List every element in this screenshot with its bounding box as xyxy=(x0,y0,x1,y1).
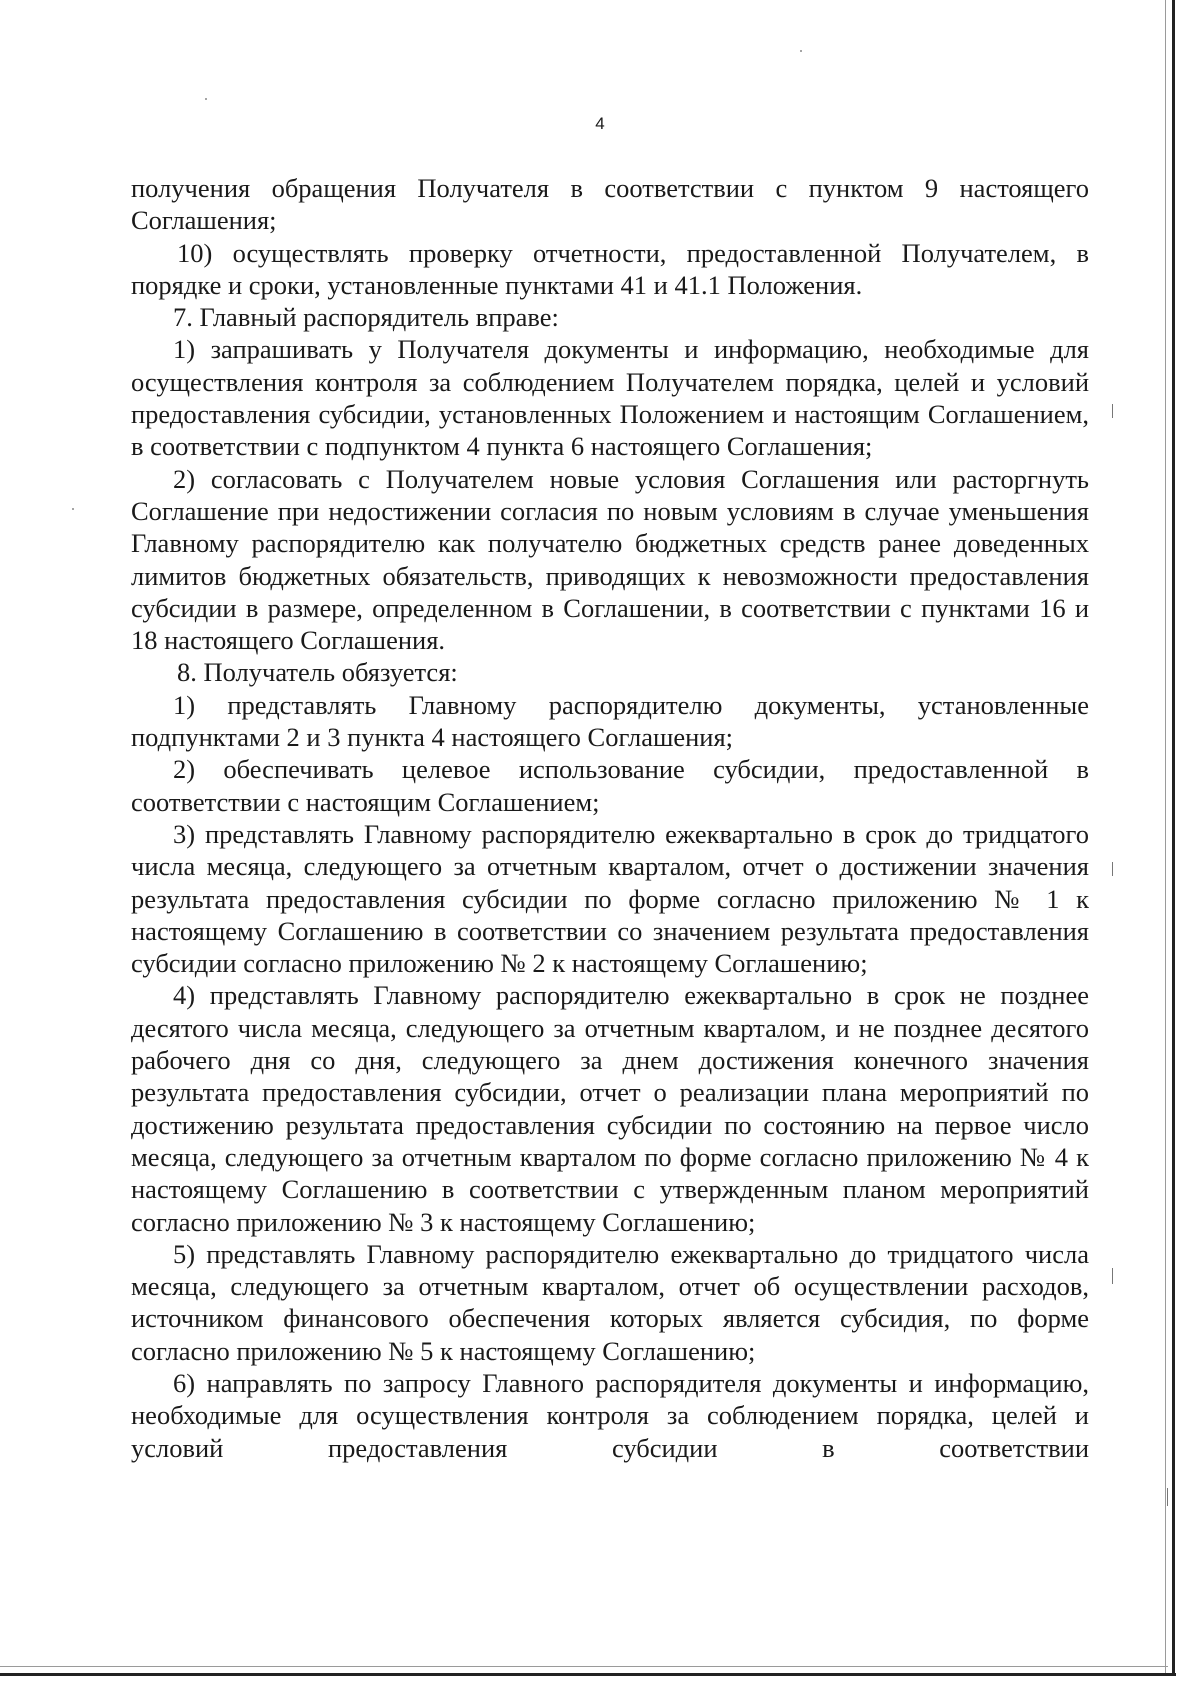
page-edge-inner xyxy=(1165,0,1166,1676)
paragraph: 5) представлять Главному распорядителю ежеквартально до тридцатого числа месяца, следующего за отчетным кварталом, отчет об осуществлении расходов, источником финансового обеспечения которых является субсидия, по форме согласно приложению № 5 к настоящему Соглашению; xyxy=(131,1238,1089,1366)
paragraph: 6) направлять по запросу Главного распорядителя документы и информацию, необходимые для осуществления контроля за соблюдением порядка, целей и условий предоставления субсидии в соответствии xyxy=(131,1367,1089,1463)
scan-mark xyxy=(1167,1488,1168,1506)
paragraph: 2) обеспечивать целевое использование субсидии, предоставленной в соответствии с настоящим Соглашением; xyxy=(131,754,1089,817)
paragraph: 2) согласовать с Получателем новые условия Соглашения или расторгнуть Соглашение при недостижении согласия по новым условиям в случае уменьшения Главному распорядителю как получателю бюджетных средств ранее доведенных лимитов бюджетных обязательств, приводящих к невозможности предоставления субсидии в размере, определенном в Соглашении, в соответствии с пунктами 16 и 18 настоящего Соглашения. xyxy=(131,463,1089,656)
paragraph: 4) представлять Главному распорядителю ежеквартально в срок не позднее десятого числа месяца, следующего за отчетным кварталом, и не позднее десятого рабочего дня со дня, следующего за днем достижения конечного значения результата предоставления субсидии, отчет о реализации плана мероприятий по достижению результата предоставления субсидии по состоянию на первое число месяца, следующего за отчетным кварталом по форме согласно приложению № 4 к настоящему Соглашению в соответствии с утвержденным планом мероприятий согласно приложению № 3 к настоящему Соглашению; xyxy=(131,980,1089,1237)
scan-speck xyxy=(800,50,802,52)
document-body xyxy=(131,172,1089,1464)
paragraph: 1) представлять Главному распорядителю документы, установленные подпунктами 2 и 3 пункта 4 настоящего Соглашения; xyxy=(131,689,1089,753)
page-edge-bottom-inner xyxy=(0,1666,1168,1667)
page-edge-bottom xyxy=(0,1673,1176,1676)
scan-speck xyxy=(72,508,74,510)
scan-speck xyxy=(205,98,207,100)
paragraph: 10) осуществлять проверку отчетности, предоставленной Получателем, в порядке и сроки, установленные пунктами 41 и 41.1 Положения. xyxy=(131,237,1089,300)
page-edge-right xyxy=(1172,0,1175,1676)
paragraph: 8. Получатель обязуется: xyxy=(177,657,458,688)
paragraph: получения обращения Получателя в соответствии с пунктом 9 настоящего Соглашения; xyxy=(131,173,1089,236)
paragraph: 7. Главный распорядитель вправе: xyxy=(173,302,559,333)
scan-mark xyxy=(1112,404,1113,418)
scan-mark xyxy=(1112,862,1113,876)
scan-mark xyxy=(1112,1268,1113,1284)
page-number: 4 xyxy=(595,114,605,133)
paragraph: 1) запрашивать у Получателя документы и информацию, необходимые для осуществления контроля за соблюдением Получателем порядка, целей и условий предоставления субсидии, установленных Положением и настоящим Соглашением, в соответствии с подпунктом 4 пункта 6 настоящего Соглашения; xyxy=(131,334,1089,462)
paragraph: 3) представлять Главному распорядителю ежеквартально в срок до тридцатого числа месяца, следующего за отчетным кварталом, отчет о достижении значения результата предоставления субсидии по форме согласно приложению № 1 к настоящему Соглашению в соответствии со значением результата предоставления субсидии согласно приложению № 2 к настоящему Соглашению; xyxy=(131,818,1089,979)
